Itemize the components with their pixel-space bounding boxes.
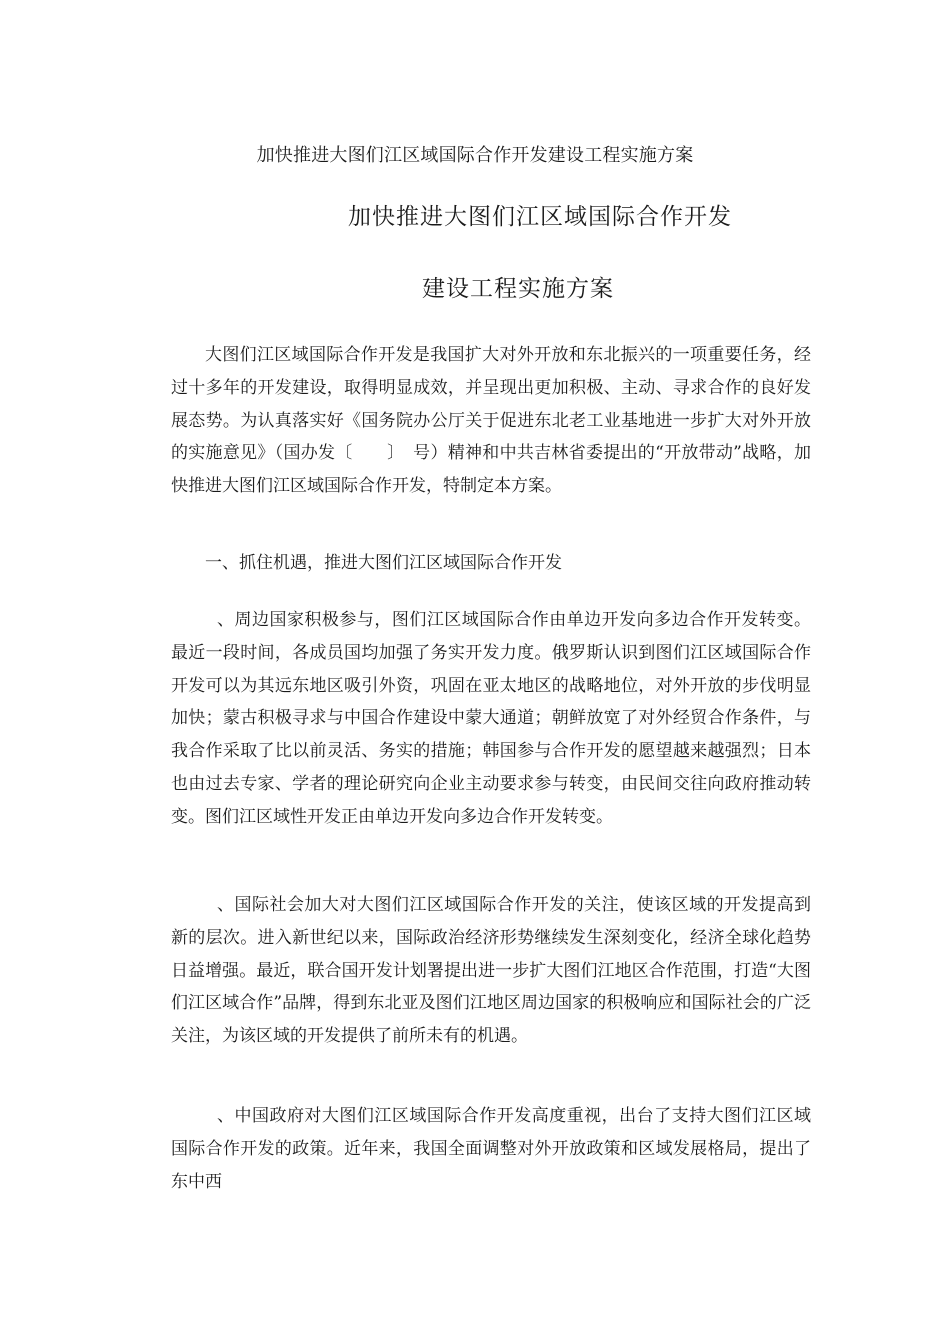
document-title-line-2: 建设工程实施方案 [422,276,614,302]
document-title-line-1: 加快推进大图们江区域国际合作开发 [348,204,732,230]
intro-paragraph: 大图们江区域国际合作开发是我国扩大对外开放和东北振兴的一项重要任务，经过十多年的开发建设，取得明显成效，并呈现出更加积极、主动、寻求合作的良好发展态势。为认真落实好《国务院办公厅关于促进东北老工业基地进一步扩大对外开放的实施意见》（国办发〔 〕 号）精神和中共吉林省委提出的“开放带动”战略，加快推进大图们江区域国际合作开发，特制定本方案。 [171,345,811,497]
running-title: 加快推进大图们江区域国际合作开发建设工程实施方案 [256,145,694,166]
body-paragraph: 、中国政府对大图们江区域国际合作开发高度重视，出台了支持大图们江区域国际合作开发的政策。近年来，我国全面调整对外开放政策和区域发展格局，提出了东中西 [171,1106,811,1192]
section-heading-1: 一、抓住机遇，推进大图们江区域国际合作开发 [205,553,562,573]
body-paragraph: 、国际社会加大对大图们江区域国际合作开发的关注，使该区域的开发提高到新的层次。进入新世纪以来，国际政治经济形势继续发生深刻变化，经济全球化趋势日益增强。最近，联合国开发计划署提出进一步扩大图们江地区合作范围，打造“大图们江区域合作”品牌，得到东北亚及图们江地区周边国家的积极响应和国际社会的广泛关注，为该区域的开发提供了前所未有的机遇。 [171,895,811,1047]
body-paragraph: 、周边国家积极参与，图们江区域国际合作由单边开发向多边合作开发转变。最近一段时间，各成员国均加强了务实开发力度。俄罗斯认识到图们江区域国际合作开发可以为其远东地区吸引外资，巩固在亚太地区的战略地位，对外开放的步伐明显加快；蒙古积极寻求与中国合作建设中蒙大通道；朝鲜放宽了对外经贸合作条件，与我合作采取了比以前灵活、务实的措施；韩国参与合作开发的愿望越来越强烈；日本也由过去专家、学者的理论研究向企业主动要求参与转变，由民间交往向政府推动转变。图们江区域性开发正由单边开发向多边合作开发转变。 [171,610,811,827]
